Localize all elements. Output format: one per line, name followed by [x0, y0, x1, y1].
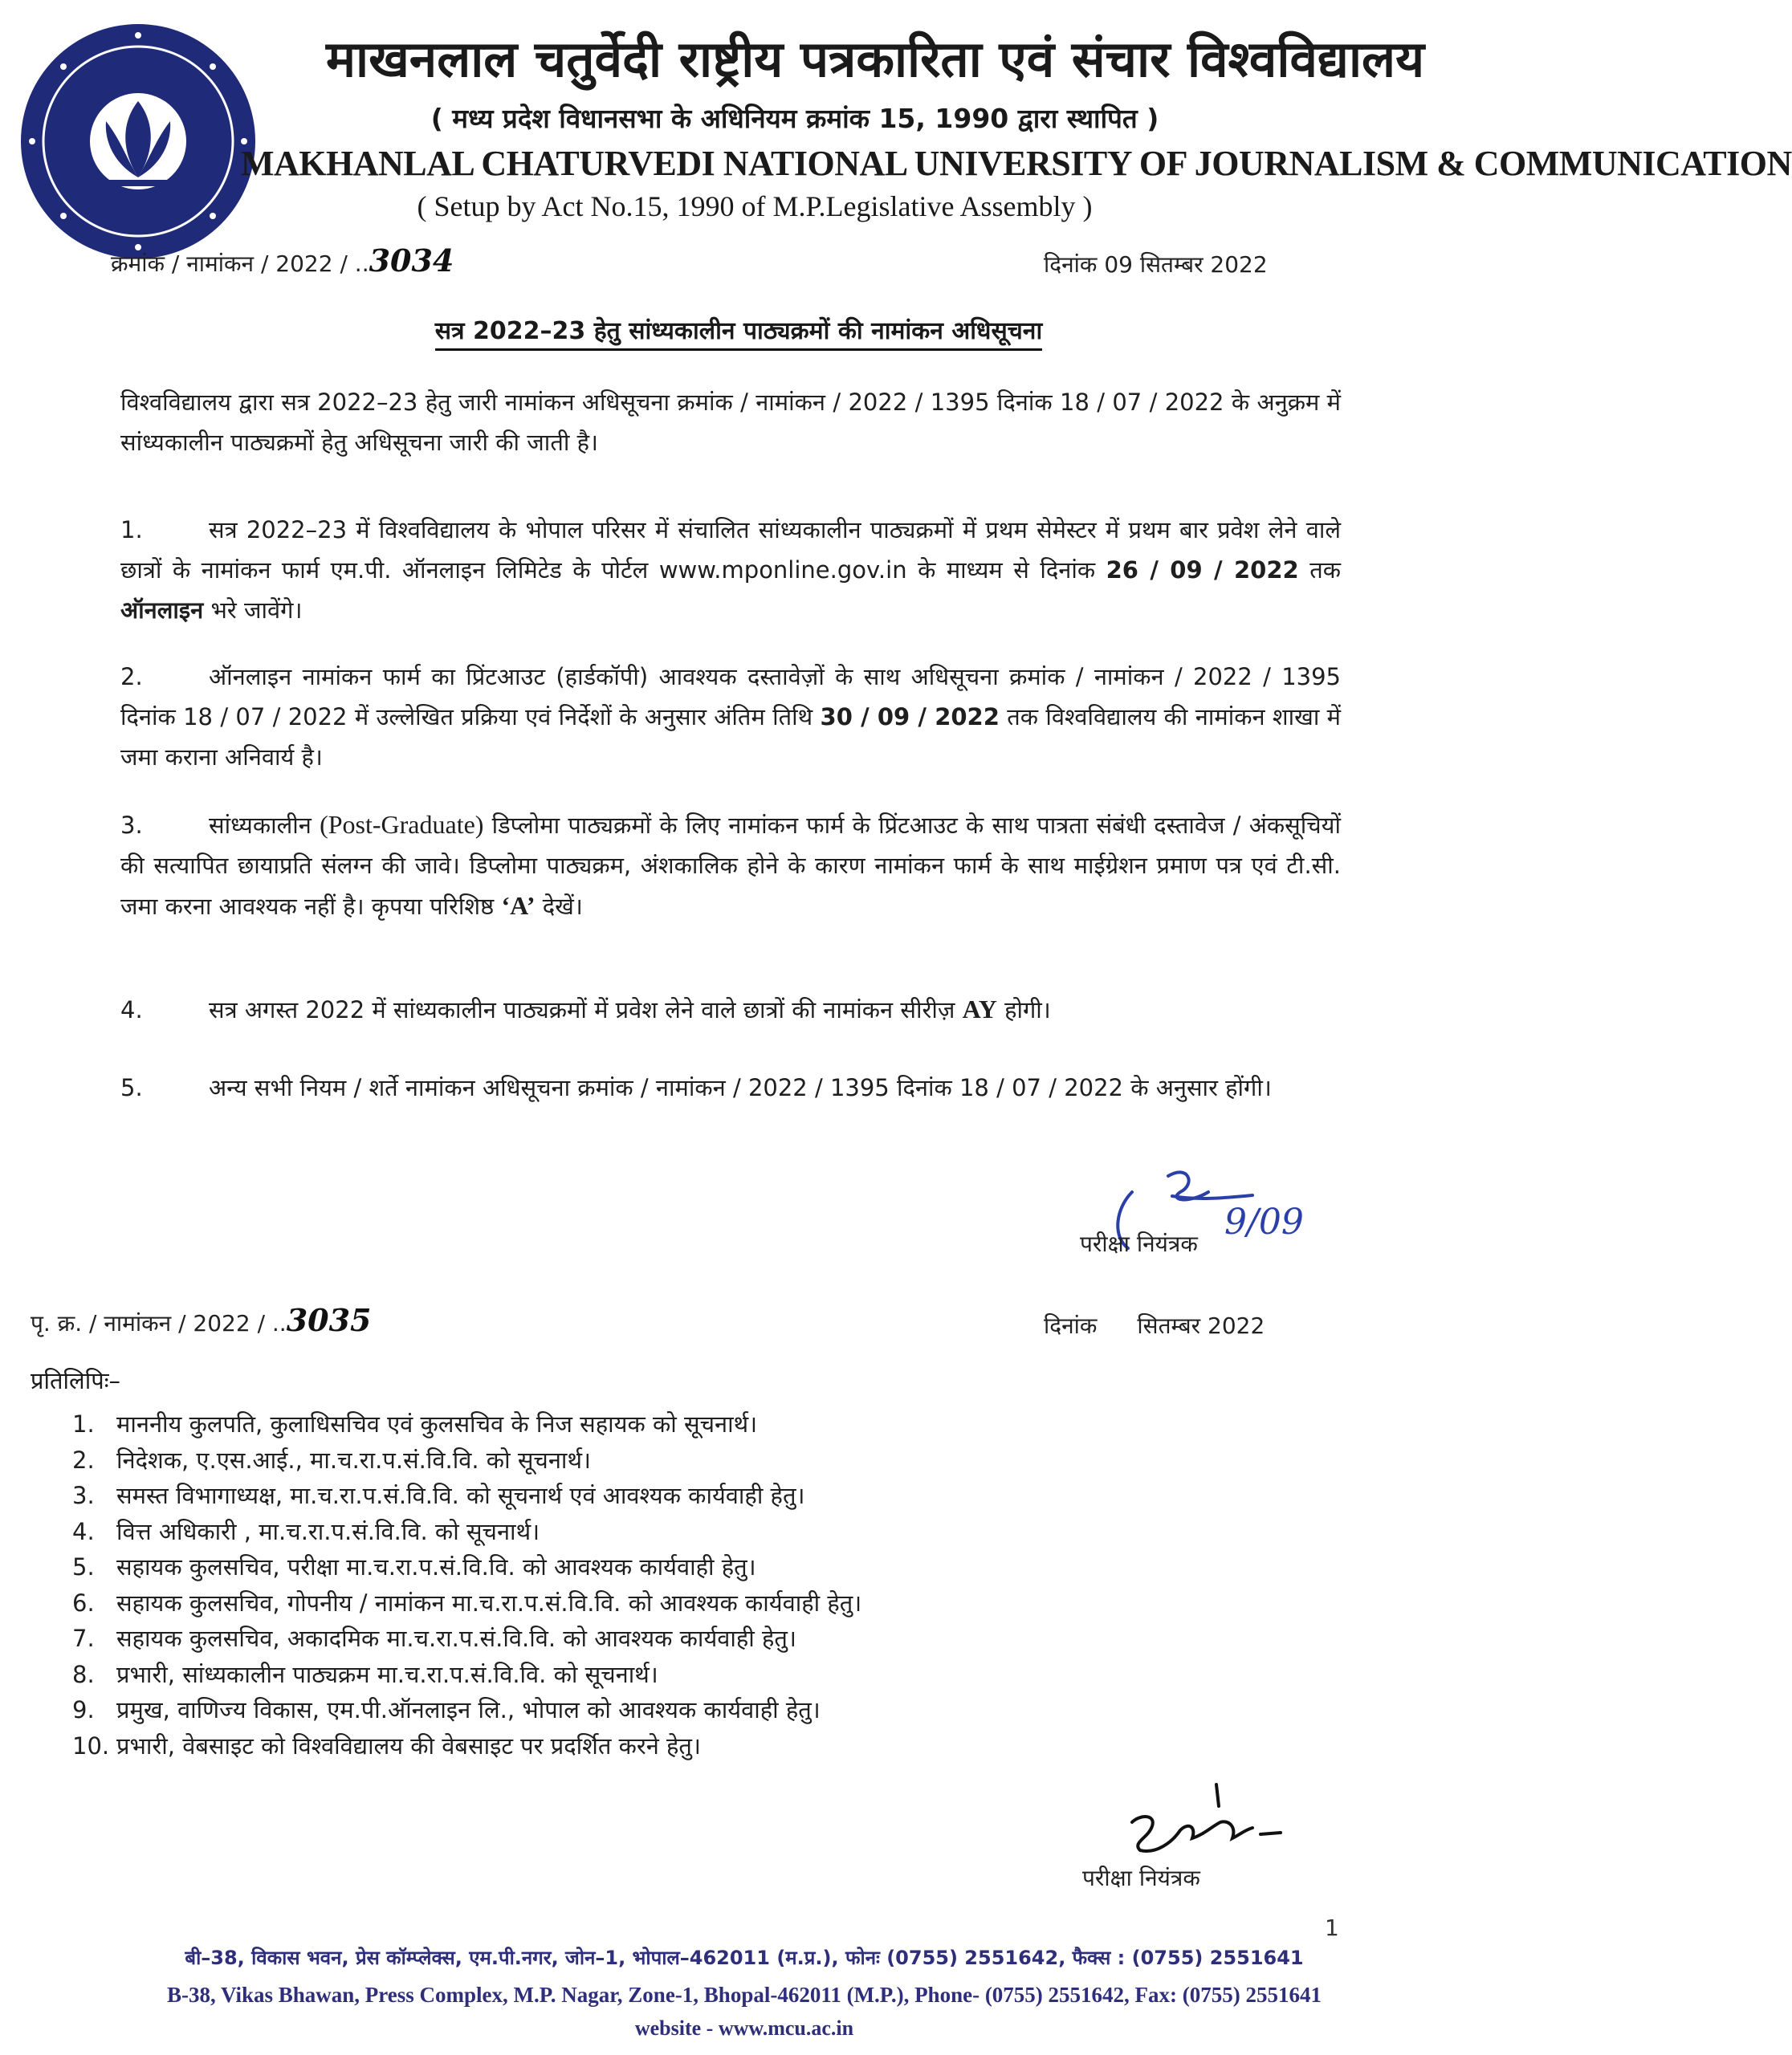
copy-recipient-text: सहायक कुलसचिव, गोपनीय / नामांकन मा.च.रा.प.सं.वि.वि. को आवश्यक कार्यवाही हेतु।: [116, 1589, 862, 1617]
copy-recipient-item: [72, 1514, 1116, 1550]
copy-recipient-item: [72, 1443, 1116, 1479]
copy-recipient-number: 9.: [72, 1696, 95, 1723]
point-3: 3. सांध्यकालीन (Post-Graduate) डिप्लोमा पाठ्यक्रमों के लिए नामांकन फार्म के प्रिंटआउट के साथ पात्रता संबंधी दस्तावेज / अंकसूचियों की सत्यापित छायाप्रति संलग्न की जावे। डिप्लोमा पाठ्यक्रम, अंशकालिक होने के कारण नामांकन फार्म के साथ माईग्रेशन प्रमाण पत्र एवं टी.सी. जमा करना आवश्यक नहीं है। कृपया परिशिष्ठ ‘A’ देखें।: [120, 810, 1341, 920]
reference-handwritten-number: 3034: [369, 242, 454, 279]
copy-recipient-text: वित्त अधिकारी , मा.च.रा.प.सं.वि.वि. को सूचनार्थ।: [116, 1517, 540, 1545]
intro-paragraph: विश्वविद्यालय द्वारा सत्र 2022–23 हेतु जारी नामांकन अधिसूचना क्रमांक / नामांकन / 2022 / 1395 दिनांक 18 / 07 / 2022 के अनुक्रम में सांध्यकालीन पाठ्यक्रमों हेतु अधिसूचना जारी की जाती है।: [120, 389, 1341, 456]
university-setup-english: ( Setup by Act No.15, 1990 of M.P.Legislative Assembly ): [417, 190, 1093, 222]
copy-recipient-number: 7.: [72, 1625, 95, 1652]
copy-recipient-number: 10.: [72, 1731, 110, 1760]
copy-reference-handwritten-number: 3035: [286, 1302, 372, 1338]
copy-reference-number: [31, 1302, 371, 1338]
signature-1-handwritten-date: 9/09: [1224, 1202, 1304, 1243]
university-name-hindi: माखनलाल चतुर्वेदी राष्ट्रीय पत्रकारिता एवं संचार विश्वविद्यालय: [325, 30, 1425, 88]
footer-website: website - www.mcu.ac.in: [634, 2016, 854, 2040]
copy-recipient-item: [72, 1657, 1116, 1693]
copy-recipient-item: [72, 1692, 1116, 1728]
copy-recipient-text: प्रभारी, सांध्यकालीन पाठ्यक्रम मा.च.रा.प.सं.वि.वि. को सूचनार्थ।: [116, 1660, 658, 1688]
copy-reference-prefix: पृ. क्र. / नामांकन / 2022 / ..: [31, 1310, 287, 1337]
notification-date: दिनांक 09 सितम्बर 2022: [1044, 251, 1268, 278]
point-1: 1. सत्र 2022–23 में विश्वविद्यालय के भोपाल परिसर में संचालित सांध्यकालीन पाठ्यक्रमों में प्रथम सेमेस्टर में प्रथम बार प्रवेश लेने वाले छात्रों के नामांकन फार्म एम.पी. ऑनलाइन लिमिटेड के पोर्टल www.mponline.gov.in के माध्यम से दिनांक 26 / 09 / 2022 तक ऑनलाइन भरे जावेंगे।: [120, 516, 1342, 624]
copy-heading: प्रतिलिपिः–: [31, 1367, 121, 1394]
copy-recipient-number: 3.: [72, 1482, 95, 1509]
copy-recipient-text: सहायक कुलसचिव, अकादमिक मा.च.रा.प.सं.वि.वि. को आवश्यक कार्यवाही हेतु।: [116, 1625, 796, 1652]
footer-address-hindi: बी–38, विकास भवन, प्रेस कॉम्प्लेक्स, एम.पी.नगर, जोन–1, भोपाल–462011 (म.प्र.), फोनः (0755) 2551642, फैक्स : (0755) 2551641: [185, 1947, 1304, 1969]
copy-recipient-item: [72, 1406, 1116, 1443]
university-setup-hindi: ( मध्य प्रदेश विधानसभा के अधिनियम क्रमांक 15, 1990 द्वारा स्थापित ): [430, 103, 1159, 134]
copy-recipient-text: सहायक कुलसचिव, परीक्षा मा.च.रा.प.सं.वि.वि. को आवश्यक कार्यवाही हेतु।: [116, 1553, 756, 1581]
university-seal-icon: [18, 21, 259, 262]
copy-recipient-number: 6.: [72, 1589, 95, 1617]
copy-recipient-item: [72, 1621, 1116, 1657]
reference-number: [111, 242, 454, 279]
reference-prefix: क्रमांक / नामांकन / 2022 / ..: [111, 250, 369, 277]
copy-recipient-number: 4.: [72, 1517, 95, 1545]
copy-recipient-number: 1.: [72, 1410, 95, 1438]
copy-recipient-text: प्रभारी, वेबसाइट को विश्वविद्यालय की वेबसाइट पर प्रदर्शित करने हेतु।: [116, 1731, 701, 1760]
copy-date: दिनांक सितम्बर 2022: [1044, 1312, 1265, 1339]
point-5: 5. अन्य सभी नियम / शर्ते नामांकन अधिसूचना क्रमांक / नामांकन / 2022 / 1395 दिनांक 18 / 07 / 2022 के अनुसार होंगी।: [120, 1074, 1272, 1101]
signature-1-designation: परीक्षा नियंत्रक: [1080, 1231, 1198, 1257]
copy-recipient-number: 5.: [72, 1553, 95, 1581]
copy-recipient-item: [72, 1549, 1116, 1585]
point-4: 4. सत्र अगस्त 2022 में सांध्यकालीन पाठ्यक्रमों में प्रवेश लेने वाले छात्रों की नामांकन सीरीज़ AY होगी।: [120, 995, 1051, 1023]
copy-recipient-item: [72, 1478, 1116, 1514]
signature-2-icon: [1116, 1778, 1293, 1866]
notification-subject: सत्र 2022–23 हेतु सांध्यकालीन पाठ्यक्रमों की नामांकन अधिसूचना: [120, 313, 1357, 346]
copy-recipient-text: प्रमुख, वाणिज्य विकास, एम.पी.ऑनलाइन लि., भोपाल को आवश्यक कार्यवाही हेतु।: [116, 1696, 821, 1723]
copy-recipient-text: निदेशक, ए.एस.आई., मा.च.रा.प.सं.वि.वि. को सूचनार्थ।: [116, 1446, 591, 1474]
page-number: 1: [1325, 1915, 1339, 1941]
copy-recipient-number: 2.: [72, 1446, 95, 1474]
signature-2-designation: परीक्षा नियंत्रक: [1082, 1865, 1200, 1891]
copy-recipient-list: [72, 1406, 1116, 1764]
copy-recipient-item: [72, 1585, 1116, 1622]
copy-recipient-text: समस्त विभागाध्यक्ष, मा.च.रा.प.सं.वि.वि. को सूचनार्थ एवं आवश्यक कार्यवाही हेतु।: [116, 1482, 805, 1509]
university-name-english: MAKHANLAL CHATURVEDI NATIONAL UNIVERSITY OF JOURNALISM & COMMUNICATION: [241, 144, 1792, 183]
copy-recipient-text: माननीय कुलपति, कुलाधिसचिव एवं कुलसचिव के निज सहायक को सूचनार्थ।: [116, 1410, 758, 1438]
point-2: 2. ऑनलाइन नामांकन फार्म का प्रिंटआउट (हार्डकॉपी) आवश्यक दस्तावेज़ों के साथ अधिसूचना क्रमांक / नामांकन / 2022 / 1395 दिनांक 18 / 07 / 2022 में उल्लेखित प्रक्रिया एवं निर्देशों के अनुसार अंतिम तिथि 30 / 09 / 2022 तक विश्वविद्यालय की नामांकन शाखा में जमा कराना अनिवार्य है।: [120, 663, 1342, 771]
copy-recipient-item: [72, 1728, 1116, 1764]
copy-recipient-number: 8.: [72, 1660, 95, 1688]
footer-address-english: B-38, Vikas Bhawan, Press Complex, M.P. Nagar, Zone-1, Bhopal-462011 (M.P.), Phone- (0755) 2551642, Fax: (0755) 2551641: [166, 1983, 1322, 2007]
